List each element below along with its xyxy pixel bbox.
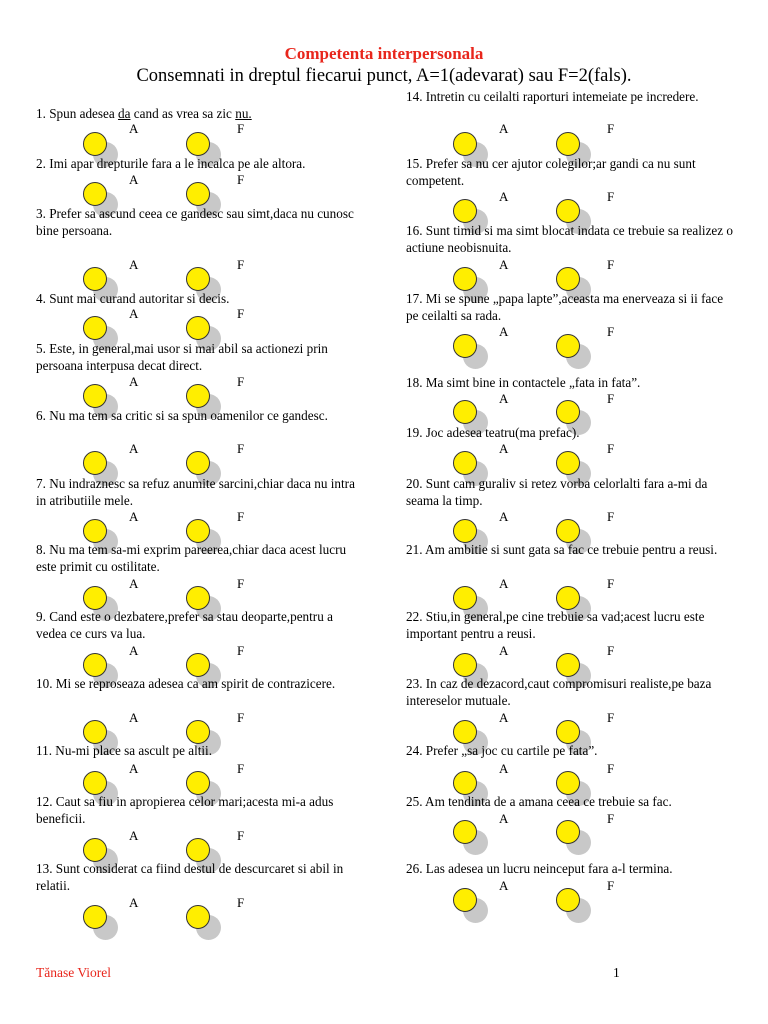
radio-circle-icon[interactable] bbox=[453, 400, 477, 424]
radio-circle-icon[interactable] bbox=[186, 905, 210, 929]
question-3-label-a: A bbox=[129, 257, 139, 272]
question-24: 24. Prefer „sa joc cu cartile pe fata”. bbox=[406, 743, 598, 758]
question-19-label-a: A bbox=[499, 441, 509, 456]
question-17-option-f-radio[interactable] bbox=[556, 334, 592, 370]
radio-circle-icon[interactable] bbox=[83, 267, 107, 291]
radio-circle-icon[interactable] bbox=[453, 267, 477, 291]
question-25-label-f: F bbox=[607, 811, 615, 826]
question-16: 16. Sunt timid si ma simt blocat indata ce trebuie sa realizez o actiune neobisnuita. bbox=[406, 223, 734, 255]
question-19-label-f: F bbox=[607, 441, 615, 456]
question-4: 4. Sunt mai curand autoritar si decis. bbox=[36, 291, 230, 306]
question-11: 11. Nu-mi place sa ascult pe altii. bbox=[36, 743, 213, 758]
radio-circle-icon[interactable] bbox=[186, 519, 210, 543]
question-12-label-a: A bbox=[129, 828, 139, 843]
instructions: Consemnati in dreptul fiecarui punct, A=1(adevarat) sau F=2(fals). bbox=[136, 66, 632, 86]
page-number: 1 bbox=[613, 965, 620, 980]
question-15-label-a: A bbox=[499, 189, 509, 204]
author-name: Tănase Viorel bbox=[36, 965, 112, 980]
question-6-label-a: A bbox=[129, 441, 139, 456]
question-9-label-a: A bbox=[129, 643, 139, 658]
question-26-label-a: A bbox=[499, 878, 509, 893]
question-12: 12. Caut sa fiu in apropierea celor mari;acesta mi-a adus beneficii. bbox=[36, 794, 334, 826]
radio-circle-icon[interactable] bbox=[453, 820, 477, 844]
radio-circle-icon[interactable] bbox=[83, 132, 107, 156]
question-6-label-f: F bbox=[237, 441, 245, 456]
question-17-label-a: A bbox=[499, 324, 509, 339]
question-13-label-f: F bbox=[237, 895, 245, 910]
question-13-label-a: A bbox=[129, 895, 139, 910]
question-6: 6. Nu ma tem sa critic si sa spun oamenilor ce gandesc. bbox=[36, 408, 328, 423]
question-9: 9. Cand este o dezbatere,prefer sa stau deoparte,pentru a vedea ce curs va lua. bbox=[36, 609, 333, 641]
question-17-option-a-radio[interactable] bbox=[453, 334, 489, 370]
question-8-label-f: F bbox=[237, 576, 245, 591]
question-23-label-a: A bbox=[499, 710, 509, 725]
radio-circle-icon[interactable] bbox=[556, 820, 580, 844]
question-13-option-a-radio[interactable] bbox=[83, 905, 119, 941]
radio-circle-icon[interactable] bbox=[83, 905, 107, 929]
radio-circle-icon[interactable] bbox=[83, 451, 107, 475]
question-16-label-f: F bbox=[607, 257, 615, 272]
question-4-label-a: A bbox=[129, 306, 139, 321]
radio-circle-icon[interactable] bbox=[186, 182, 210, 206]
radio-circle-icon[interactable] bbox=[186, 384, 210, 408]
radio-circle-icon[interactable] bbox=[186, 586, 210, 610]
radio-circle-icon[interactable] bbox=[453, 653, 477, 677]
question-21-label-a: A bbox=[499, 576, 509, 591]
radio-circle-icon[interactable] bbox=[186, 653, 210, 677]
question-5-label-a: A bbox=[129, 374, 139, 389]
question-17-label-f: F bbox=[607, 324, 615, 339]
question-1-text-a: 1. Spun adesea bbox=[36, 106, 119, 121]
question-23-label-f: F bbox=[607, 710, 615, 725]
question-11-label-a: A bbox=[129, 761, 139, 776]
radio-circle-icon[interactable] bbox=[453, 132, 477, 156]
radio-circle-icon[interactable] bbox=[556, 199, 580, 223]
question-17: 17. Mi se spune „papa lapte”,aceasta ma enerveaza si ii face pe ceilalti sa rada. bbox=[406, 291, 724, 323]
question-22: 22. Stiu,in general,pe cine trebuie sa vad;acest lucru este important pentru a reusi. bbox=[406, 609, 705, 641]
document-title: Competenta interpersonala bbox=[284, 44, 484, 63]
question-1-underline-nu: nu. bbox=[235, 106, 252, 121]
radio-circle-icon[interactable] bbox=[186, 132, 210, 156]
question-7: 7. Nu indraznesc sa refuz anumite sarcini,chiar daca nu intra in atributiile mele. bbox=[36, 476, 355, 508]
question-3: 3. Prefer sa ascund ceea ce gandesc sau simt,daca nu cunosc bine persoana. bbox=[36, 206, 354, 238]
radio-circle-icon[interactable] bbox=[83, 653, 107, 677]
question-24-label-a: A bbox=[499, 761, 509, 776]
question-26-option-a-radio[interactable] bbox=[453, 888, 489, 924]
question-26-label-f: F bbox=[607, 878, 615, 893]
radio-circle-icon[interactable] bbox=[83, 182, 107, 206]
question-12-label-f: F bbox=[237, 828, 245, 843]
radio-circle-icon[interactable] bbox=[556, 653, 580, 677]
question-16-label-a: A bbox=[499, 257, 509, 272]
radio-circle-icon[interactable] bbox=[83, 316, 107, 340]
radio-circle-icon[interactable] bbox=[556, 451, 580, 475]
radio-circle-icon[interactable] bbox=[556, 720, 580, 744]
question-24-label-f: F bbox=[607, 761, 615, 776]
question-3-label-f: F bbox=[237, 257, 245, 272]
question-20-label-f: F bbox=[607, 509, 615, 524]
question-1-text-b: cand as vrea sa zic bbox=[130, 106, 236, 121]
question-21-label-f: F bbox=[607, 576, 615, 591]
radio-circle-icon[interactable] bbox=[186, 771, 210, 795]
radio-circle-icon[interactable] bbox=[556, 267, 580, 291]
radio-circle-icon[interactable] bbox=[186, 838, 210, 862]
question-22-label-f: F bbox=[607, 643, 615, 658]
question-14-label-f: F bbox=[607, 121, 615, 136]
question-26-option-f-radio[interactable] bbox=[556, 888, 592, 924]
question-13-option-f-radio[interactable] bbox=[186, 905, 222, 941]
question-14: 14. Intretin cu ceilalti raporturi intemeiate pe incredere. bbox=[406, 89, 699, 104]
question-18: 18. Ma simt bine in contactele „fata in fata”. bbox=[406, 375, 641, 390]
question-15-label-f: F bbox=[607, 189, 615, 204]
radio-circle-icon[interactable] bbox=[186, 720, 210, 744]
question-9-label-f: F bbox=[237, 643, 245, 658]
radio-circle-icon[interactable] bbox=[556, 334, 580, 358]
question-1-underline-da: da bbox=[118, 106, 131, 121]
radio-circle-icon[interactable] bbox=[83, 720, 107, 744]
question-8: 8. Nu ma tem sa-mi exprim pareerea,chiar daca acest lucru este primit cu ostilitate. bbox=[36, 542, 347, 574]
radio-circle-icon[interactable] bbox=[83, 771, 107, 795]
question-5: 5. Este, in general,mai usor si mai abil sa actionezi prin persoana interpusa decat direct. bbox=[36, 341, 328, 373]
radio-circle-icon[interactable] bbox=[453, 888, 477, 912]
question-2: 2. Imi apar drepturile fara a le incalca pe ale altora. bbox=[36, 156, 306, 171]
radio-circle-icon[interactable] bbox=[453, 771, 477, 795]
question-20-label-a: A bbox=[499, 509, 509, 524]
question-13: 13. Sunt considerat ca fiind destul de descurcaret si abil in relatii. bbox=[36, 861, 344, 893]
question-10-label-a: A bbox=[129, 710, 139, 725]
question-5-label-f: F bbox=[237, 374, 245, 389]
question-25-label-a: A bbox=[499, 811, 509, 826]
radio-circle-icon[interactable] bbox=[83, 384, 107, 408]
radio-circle-icon[interactable] bbox=[453, 519, 477, 543]
question-7-label-f: F bbox=[237, 509, 245, 524]
question-23: 23. In caz de dezacord,caut compromisuri realiste,pe baza intereselor mutuale. bbox=[406, 676, 712, 708]
question-21: 21. Am ambitie si sunt gata sa fac ce trebuie pentru a reusi. bbox=[406, 542, 718, 557]
radio-circle-icon[interactable] bbox=[186, 316, 210, 340]
radio-circle-icon[interactable] bbox=[186, 267, 210, 291]
question-1-label-a: A bbox=[129, 121, 139, 136]
radio-circle-icon[interactable] bbox=[453, 334, 477, 358]
radio-circle-icon[interactable] bbox=[453, 720, 477, 744]
radio-circle-icon[interactable] bbox=[453, 199, 477, 223]
question-7-label-a: A bbox=[129, 509, 139, 524]
question-26: 26. Las adesea un lucru neinceput fara a-l termina. bbox=[406, 861, 673, 876]
radio-circle-icon[interactable] bbox=[453, 586, 477, 610]
question-1 bbox=[36, 105, 366, 122]
question-8-label-a: A bbox=[129, 576, 139, 591]
radio-circle-icon[interactable] bbox=[556, 888, 580, 912]
question-4-label-f: F bbox=[237, 306, 245, 321]
radio-circle-icon[interactable] bbox=[556, 400, 580, 424]
question-2-label-a: A bbox=[129, 172, 139, 187]
question-25-option-a-radio[interactable] bbox=[453, 820, 489, 856]
question-18-label-a: A bbox=[499, 391, 509, 406]
question-10-label-f: F bbox=[237, 710, 245, 725]
question-22-label-a: A bbox=[499, 643, 509, 658]
radio-circle-icon[interactable] bbox=[556, 519, 580, 543]
question-15: 15. Prefer sa nu cer ajutor colegilor;ar gandi ca nu sunt competent. bbox=[406, 156, 696, 188]
radio-circle-icon[interactable] bbox=[83, 519, 107, 543]
question-10: 10. Mi se reproseaza adesea ca am spirit de contrazicere. bbox=[36, 676, 336, 691]
question-20: 20. Sunt cam guraliv si retez vorba celorlalti fara a-mi da seama la timp. bbox=[406, 476, 708, 508]
question-2-label-f: F bbox=[237, 172, 245, 187]
radio-circle-icon[interactable] bbox=[453, 451, 477, 475]
radio-circle-icon[interactable] bbox=[83, 838, 107, 862]
question-18-label-f: F bbox=[607, 391, 615, 406]
question-19: 19. Joc adesea teatru(ma prefac). bbox=[406, 425, 580, 440]
question-1-label-f: F bbox=[237, 121, 245, 136]
radio-circle-icon[interactable] bbox=[556, 132, 580, 156]
radio-circle-icon[interactable] bbox=[83, 586, 107, 610]
question-14-label-a: A bbox=[499, 121, 509, 136]
question-25: 25. Am tendinta de a amana ceea ce trebuie sa fac. bbox=[406, 794, 672, 809]
radio-circle-icon[interactable] bbox=[186, 451, 210, 475]
question-11-label-f: F bbox=[237, 761, 245, 776]
radio-circle-icon[interactable] bbox=[556, 771, 580, 795]
question-25-option-f-radio[interactable] bbox=[556, 820, 592, 856]
radio-circle-icon[interactable] bbox=[556, 586, 580, 610]
